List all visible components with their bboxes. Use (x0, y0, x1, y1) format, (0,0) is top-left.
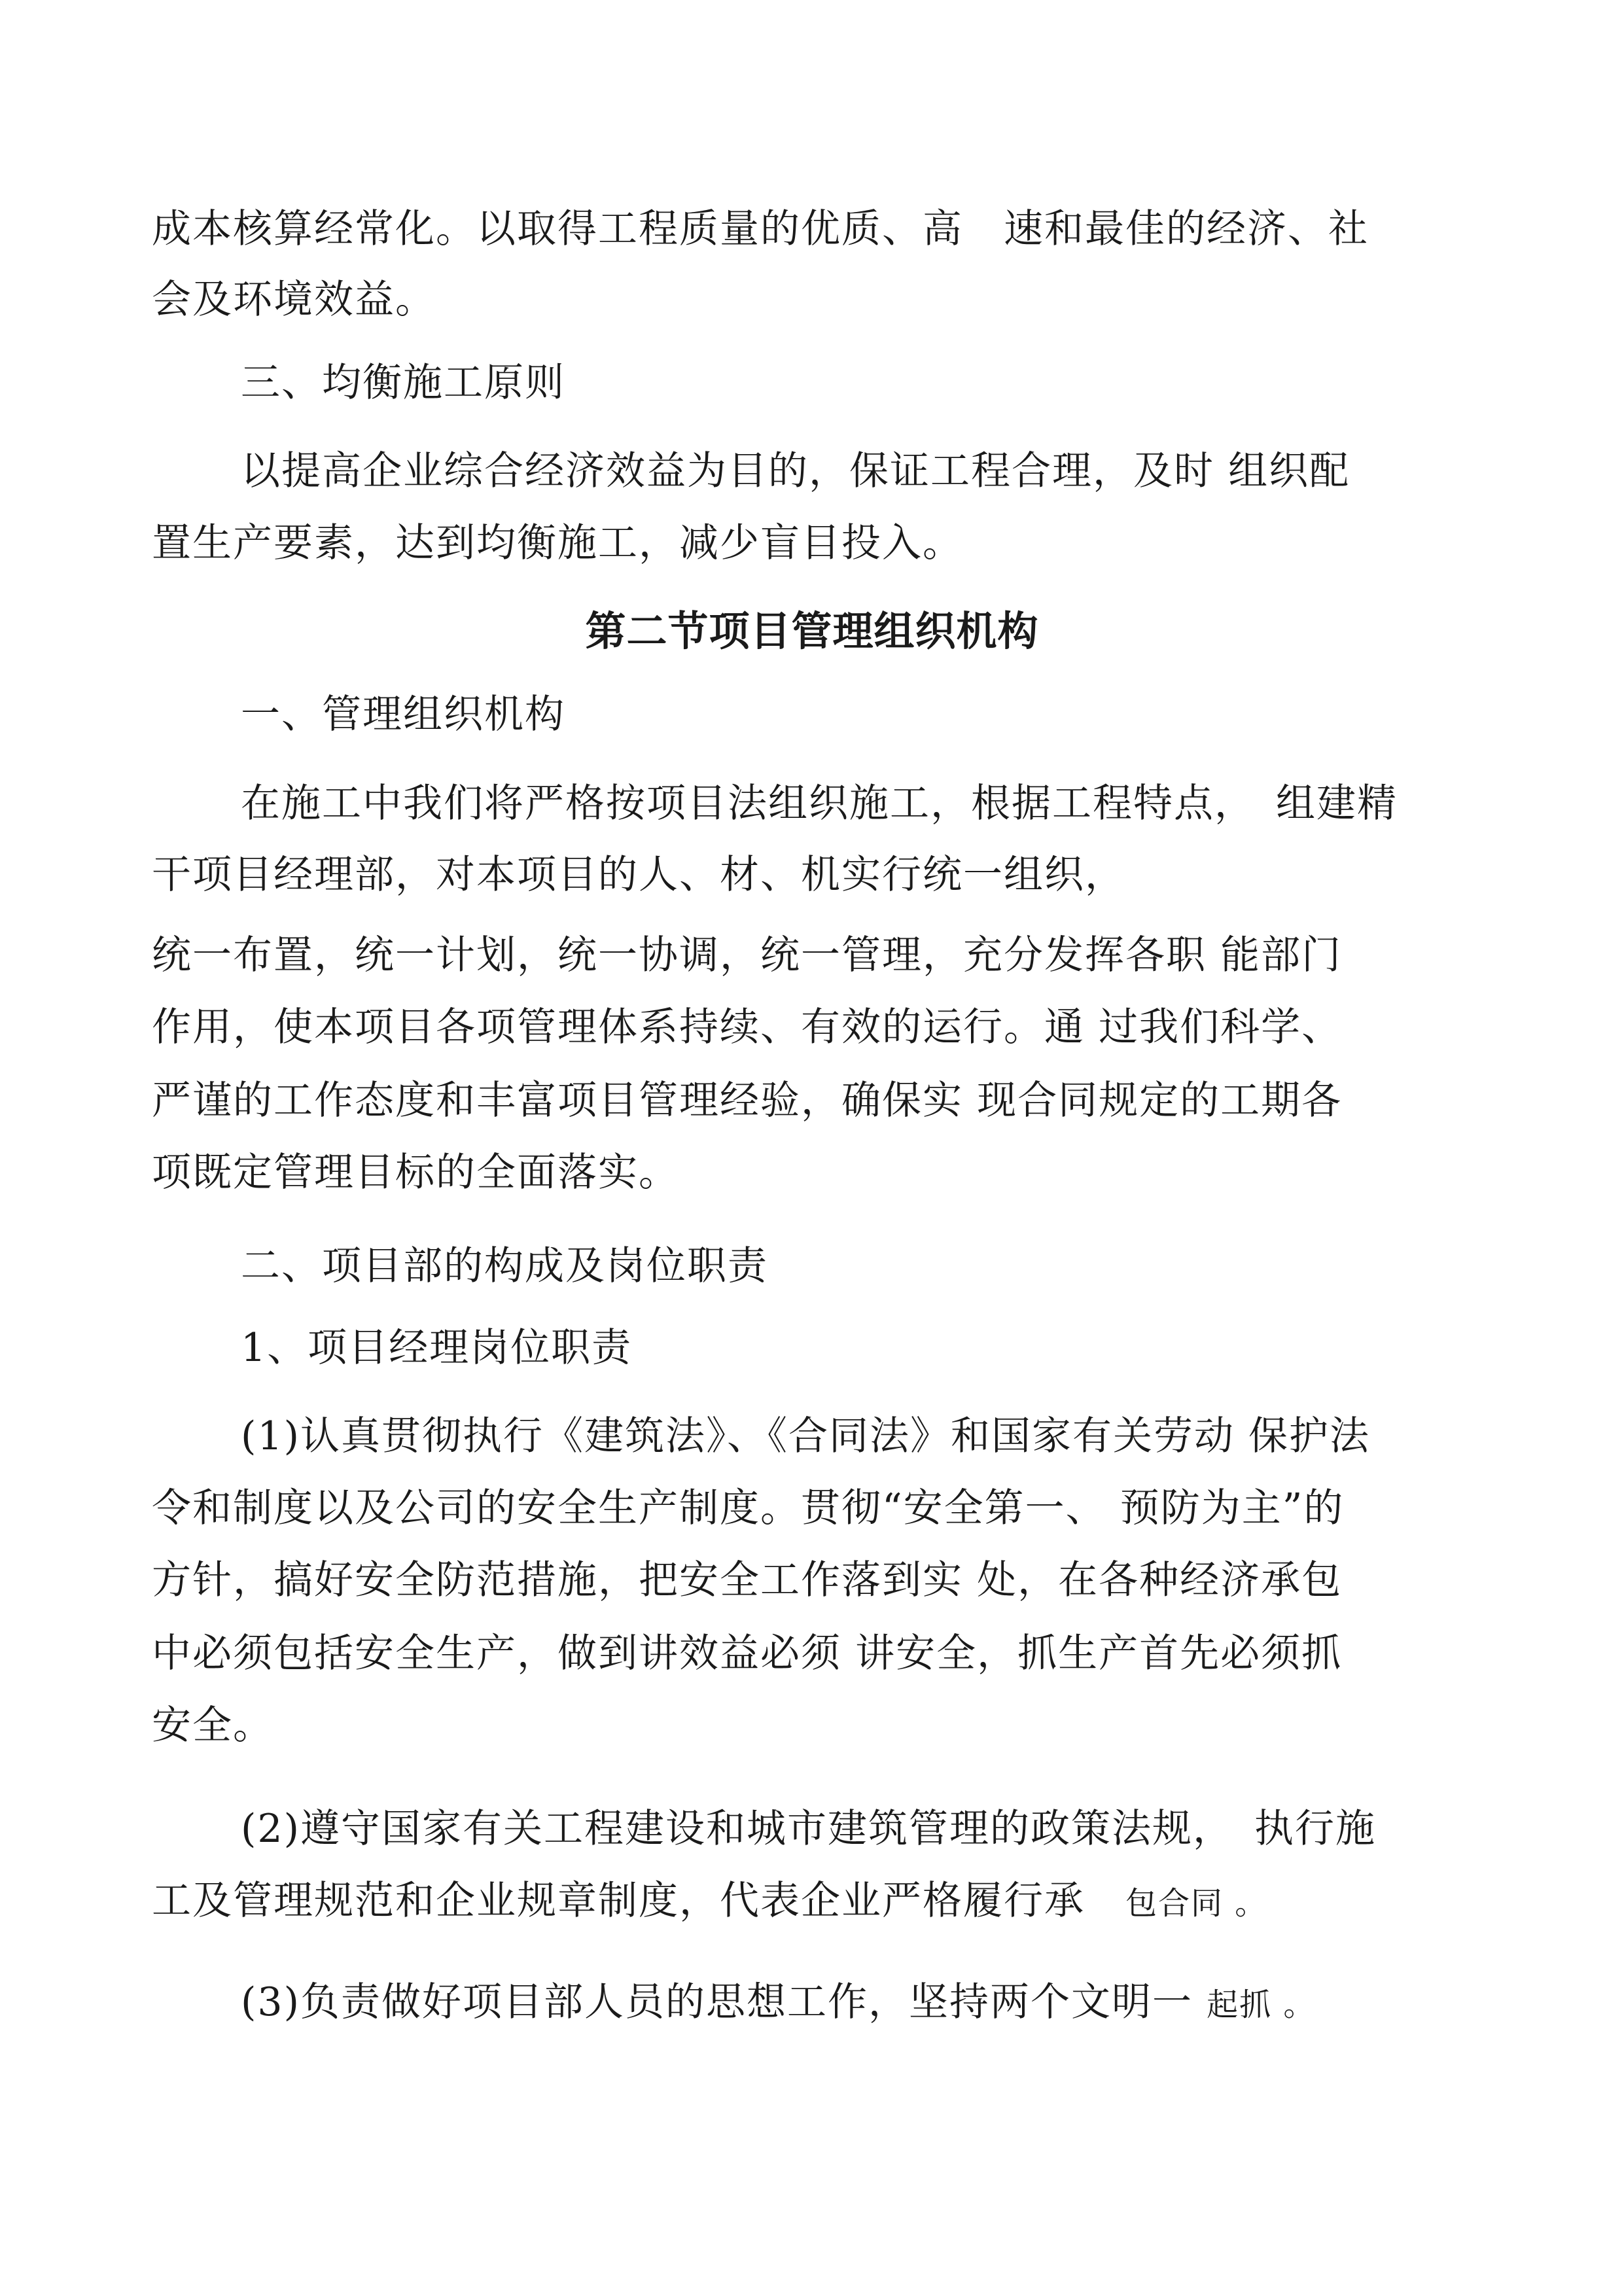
list-item-line (152, 1875, 1267, 1927)
section-title: 第二节项目管理组织机构 (585, 607, 1039, 655)
subheading-balanced-construction: 三、均衡施工原则 (241, 360, 565, 406)
list-item-line (241, 1976, 1316, 2028)
list-item-text-small: 包合同 。 (1125, 1885, 1268, 1922)
paragraph-line: 作用，使本项目各项管理体系持续、有效的运行。通 过我们科学、 (152, 1004, 1343, 1050)
list-item-line: 安全。 (152, 1703, 274, 1748)
list-item-line: 方针，搞好安全防范措施，把安全工作落到实 处，在各种经济承包 (152, 1557, 1343, 1603)
paragraph-line: 置生产要素，达到均衡施工，减少盲目投入。 (152, 520, 963, 566)
subheading-project-manager-duties: 1、项目经理岗位职责 (241, 1325, 633, 1371)
paragraph-line: 成本核算经常化。以取得工程质量的优质、高 速和最佳的经济、社 (152, 206, 1369, 252)
list-item-text: (3)负责做好项目部人员的思想工作，坚持两个文明一 (241, 1979, 1207, 2025)
list-item-line: 令和制度以及公司的安全生产制度。贯彻“安全第一、 预防为主”的 (152, 1485, 1345, 1531)
subheading-project-department: 二、项目部的构成及岗位职责 (241, 1243, 768, 1289)
paragraph-line: 在施工中我们将严格按项目法组织施工，根据工程特点， 组建精 (241, 781, 1398, 826)
list-item-line: (1)认真贯彻执行《建筑法》、《合同法》和国家有关劳动 保护法 (241, 1413, 1371, 1459)
paragraph-line: 严谨的工作态度和丰富项目管理经验，确保实 现合同规定的工期各 (152, 1078, 1343, 1123)
paragraph-line: 统一布置，统一计划，统一协调，统一管理，充分发挥各职 能部门 (152, 932, 1343, 978)
list-item-text-small: 起抓 。 (1207, 1987, 1316, 2023)
paragraph-line: 以提高企业综合经济效益为目的，保证工程合理，及时 组织配 (241, 448, 1350, 494)
paragraph-line: 会及环境效益。 (152, 277, 436, 323)
subheading-management-organization: 一、管理组织机构 (241, 692, 565, 737)
list-item-text: 工及管理规范和企业规章制度，代表企业严格履行承 (152, 1878, 1125, 1924)
paragraph-line: 项既定管理目标的全面落实。 (152, 1150, 679, 1195)
list-item-line: (2)遵守国家有关工程建设和城市建筑管理的政策法规， 执行施 (241, 1806, 1376, 1852)
list-item-line: 中必须包括安全生产，做到讲效益必须 讲安全，抓生产首先必须抓 (152, 1631, 1343, 1676)
paragraph-line: 干项目经理部，对本项目的人、材、机实行统一组织， (152, 852, 1125, 898)
